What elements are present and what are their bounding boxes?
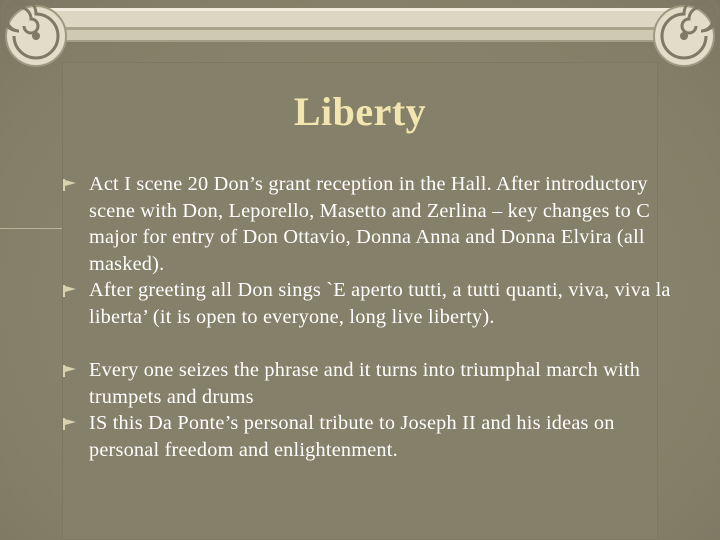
bullet-text: IS this Da Ponte’s personal tribute to Joseph II and his ideas on personal freedom and enlightenment. — [89, 412, 615, 461]
bullet-item — [60, 357, 680, 410]
slide-title: Liberty — [293, 89, 427, 134]
bullet-list — [60, 171, 680, 463]
divider-line — [0, 228, 62, 229]
pennant-bullet-icon — [62, 179, 78, 191]
bullet-item — [60, 277, 680, 357]
pennant-bullet-icon — [62, 285, 78, 297]
bullet-item — [60, 410, 680, 463]
bullet-text: Every one seizes the phrase and it turns into triumphal march with trumpets and drums — [89, 359, 641, 408]
bullet-item — [60, 171, 680, 277]
bullet-text: After greeting all Don sings `E aperto tutti, a tutti quanti, viva, viva la liberta’ (it is open to everyone, long live liberty). — [89, 279, 671, 328]
pennant-bullet-icon — [62, 418, 78, 430]
ionic-capital-icon — [0, 0, 720, 70]
bullet-text: Act I scene 20 Don’s grant reception in the Hall. After introductory scene with Don, Leporello, Masetto and Zerlina – key changes to C major for entry of Don Ottavio, Donna Anna and Donna Elvira (all masked). — [89, 173, 650, 275]
pennant-bullet-icon — [62, 365, 78, 377]
